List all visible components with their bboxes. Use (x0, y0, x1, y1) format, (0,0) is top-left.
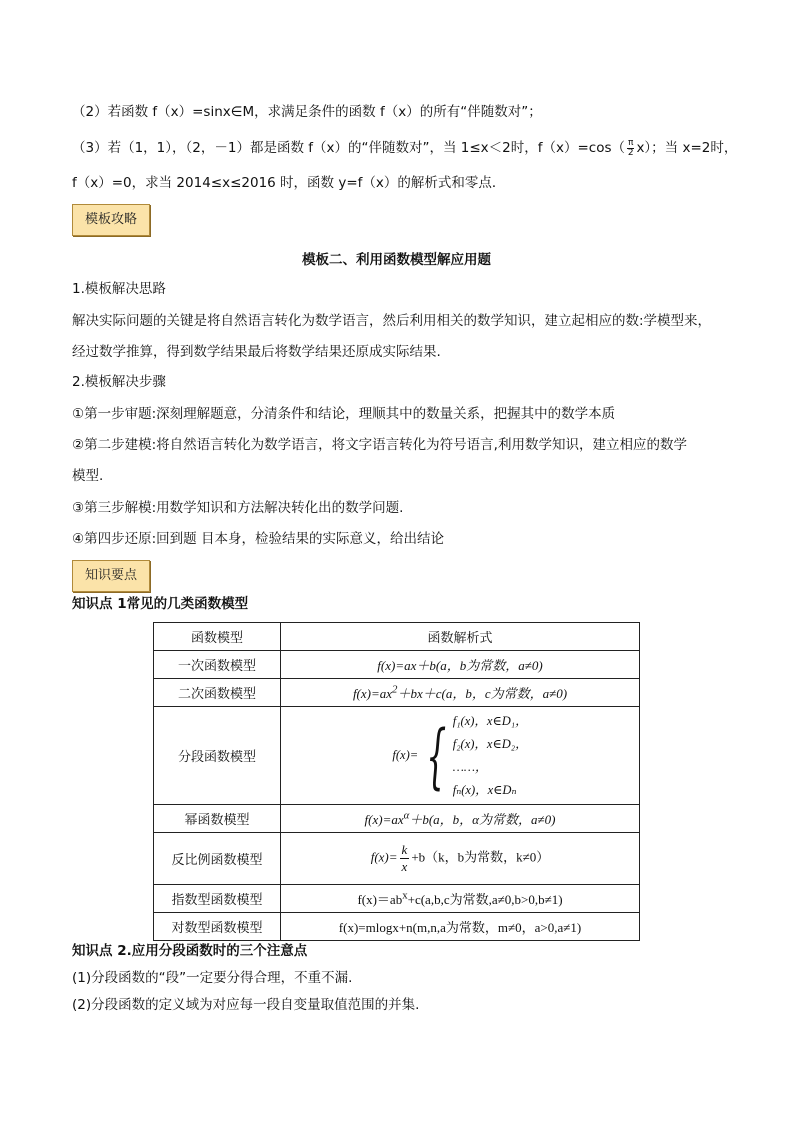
knowledge-point-1-title: 知识点 1常见的几类函数模型 (72, 596, 249, 612)
model-name: 反比例函数模型 (154, 833, 281, 885)
table-row (154, 707, 640, 805)
table-row (154, 805, 640, 833)
model-name: 分段函数模型 (154, 707, 281, 805)
step-2-line1: ②第二步建模:将自然语言转化为数学语言，将文字语言转化为符号语言,利用数学知识，建立相应的数学 (72, 437, 687, 453)
model-name: 二次函数模型 (154, 679, 281, 707)
q3-part1: （3）若（1，1），（2，－1）都是函数 f（x）的“伴随数对”，当 1≤x＜2时，f（x）=cos（ (72, 140, 626, 156)
model-formula: f(x)=ax＋b(a，b为常数，a≠0) (281, 651, 640, 679)
kp2-item-2: (2)分段函数的定义域为对应每一段自变量取值范围的并集. (72, 997, 420, 1013)
piecewise-formula (392, 710, 527, 802)
formula-part: f(x)=ax (364, 812, 404, 827)
step-2-line2: 模型. (72, 468, 104, 484)
table-row (154, 913, 640, 941)
frac-num: π (628, 137, 634, 148)
knowledge-point-2-title: 知识点 2.应用分段函数时的三个注意点 (72, 943, 308, 959)
left-brace-icon: { (426, 714, 447, 797)
formula-part: f(x)=ax (352, 686, 393, 701)
model-name: 对数型函数模型 (154, 913, 281, 941)
case: ……， (452, 759, 488, 774)
model-formula (281, 679, 640, 707)
frac-den: 2 (627, 147, 634, 158)
formula-part: ＋bx＋c(a，b，c为常数，a≠0) (397, 686, 568, 701)
s2-title: 2.模板解决步骤 (72, 374, 166, 390)
piecewise-cases (453, 710, 528, 802)
template-strategy-badge: 模板攻略 (72, 204, 150, 236)
step-1: ①第一步审题:深刻理解题意，分清条件和结论，理顺其中的数量关系，把握其中的数学本质 (72, 406, 616, 422)
section-title: 模板二、利用函数模型解应用题 (302, 252, 491, 268)
formula-part: f(x)＝ab (357, 892, 403, 907)
s1-body-line1: 解决实际问题的关键是将自然语言转化为数学语言，然后利用相关的数学知识，建立起相应的数:学模型来， (72, 313, 712, 329)
header-model: 函数模型 (154, 623, 281, 651)
model-formula (281, 833, 640, 885)
case: f₁(x)，x∈D₁， (452, 713, 528, 728)
model-name: 幂函数模型 (154, 805, 281, 833)
case: f₂(x)，x∈D₂， (452, 736, 528, 751)
piecewise-lhs: f(x)= (392, 748, 419, 762)
problem-q3-line1 (72, 138, 737, 158)
formula-part: f(x)= (370, 849, 398, 865)
formula-part: ＋b(a，b，α为常数，a≠0) (409, 812, 556, 827)
knowledge-points-badge: 知识要点 (72, 560, 150, 592)
frac-den: x (401, 859, 408, 874)
function-model-table (153, 622, 640, 941)
formula-sup: x (402, 889, 408, 902)
formula-part: +b（k，b为常数，k≠0） (411, 849, 550, 865)
formula-sup: 2 (392, 683, 398, 696)
k-over-x-fraction (400, 842, 410, 875)
problem-q3-line2: f（x）=0，求当 2014≤x≤2016 时，函数 y=f（x）的解析式和零点． (72, 175, 506, 191)
header-formula: 函数解析式 (281, 623, 640, 651)
step-4: ④第四步还原:回到题 目本身，检验结果的实际意义，给出结论 (72, 531, 444, 547)
s1-body-line2: 经过数学推算，得到数学结果最后将数学结果还原成实际结果. (72, 344, 441, 360)
model-formula (281, 805, 640, 833)
table-header-row (154, 623, 640, 651)
model-name: 一次函数模型 (154, 651, 281, 679)
kp2-item-1: (1)分段函数的“段”一定要分得合理，不重不漏. (72, 970, 353, 986)
model-formula (281, 885, 640, 913)
table-row (154, 651, 640, 679)
model-name: 指数型函数模型 (154, 885, 281, 913)
table-row (154, 679, 640, 707)
model-formula: f(x)=mlogx+n(m,n,a为常数，m≠0，a>0,a≠1) (281, 913, 640, 941)
formula-sup: α (403, 809, 410, 822)
table-row (154, 833, 640, 885)
q3-part2: x）；当 x=2时， (636, 140, 738, 156)
table-row (154, 885, 640, 913)
problem-q2: （2）若函数 f（x）=sinx∈M，求满足条件的函数 f（x）的所有“伴随数对”； (72, 104, 542, 120)
model-formula (281, 707, 640, 805)
formula-part: +c(a,b,c为常数,a≠0,b>0,b≠1) (407, 892, 563, 907)
step-3: ③第三步解模:用数学知识和方法解决转化出的数学问题. (72, 500, 404, 516)
frac-num: k (401, 842, 408, 857)
s1-title: 1.模板解决思路 (72, 281, 166, 297)
case: fₙ(x)，x∈Dₙ (452, 782, 517, 797)
pi-over-2-fraction (627, 139, 634, 158)
